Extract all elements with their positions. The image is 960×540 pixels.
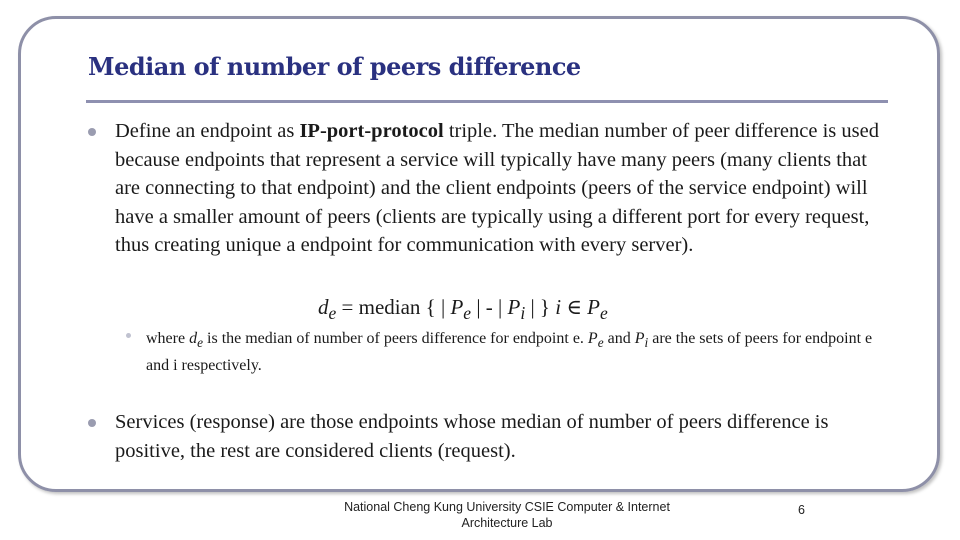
formula-i: i xyxy=(555,295,562,319)
formula-pe-sub: e xyxy=(463,303,472,324)
formula-pi-sub: i xyxy=(520,303,526,324)
bullet-services-definition: Services (response) are those endpoints whose median of number of peers difference is positive, the rest are considered clients (request). xyxy=(115,411,829,462)
formula-set-sub: e xyxy=(599,303,608,324)
sub-text-2: is the median of number of peers difference for endpoint e. xyxy=(203,330,588,347)
sub-pe: P xyxy=(587,330,598,347)
sub-text-3: and xyxy=(603,330,635,347)
slide-title: Median of number of peers difference xyxy=(88,52,581,81)
formula-pi: P xyxy=(507,295,521,319)
formula-median: = median { | xyxy=(336,295,451,319)
sub-de-sub: e xyxy=(197,335,204,351)
page-number: 6 xyxy=(798,503,805,517)
bullet1-bold-term: IP-port-protocol xyxy=(299,120,444,142)
bullet1-text-start: Define an endpoint as xyxy=(115,120,300,142)
footer-institution: National Cheng Kung University CSIE Computer & Internet Architecture Lab xyxy=(344,500,670,530)
sub-pi: P xyxy=(634,330,645,347)
formula-minus: | - | xyxy=(471,295,508,319)
bullet-marker xyxy=(88,128,96,136)
bullet-marker xyxy=(88,419,96,427)
bullet-endpoint-definition xyxy=(115,117,885,260)
median-formula xyxy=(318,295,608,324)
formula-set: P xyxy=(587,295,600,319)
formula-d-sub: e xyxy=(328,303,337,324)
sub-pe-sub: e xyxy=(597,335,604,351)
formula-element-of: ∈ xyxy=(561,295,588,319)
sub-bullet-marker xyxy=(126,333,131,338)
sub-de: d xyxy=(189,330,198,347)
sub-bullet-definitions xyxy=(146,328,876,377)
formula-close: | } xyxy=(525,295,556,319)
sub-text-1: where xyxy=(146,330,190,347)
formula-pe: P xyxy=(450,295,464,319)
sub-text-4: are the sets of peers for endpoint e and i respectively. xyxy=(146,330,873,374)
title-divider xyxy=(86,100,888,103)
sub-pi-sub: i xyxy=(644,335,649,351)
formula-d: d xyxy=(318,295,329,319)
bullet1-text-rest: triple. The median number of peer difference is used because endpoints that represent a service will typically have many peers (many clients that are connecting to that endpoint) and the client endpoints (peers of the service endpoint) will have a smaller amount of peers (clients are typically using a different port for every request, thus creating unique a endpoint for communication with every server). xyxy=(115,120,879,257)
